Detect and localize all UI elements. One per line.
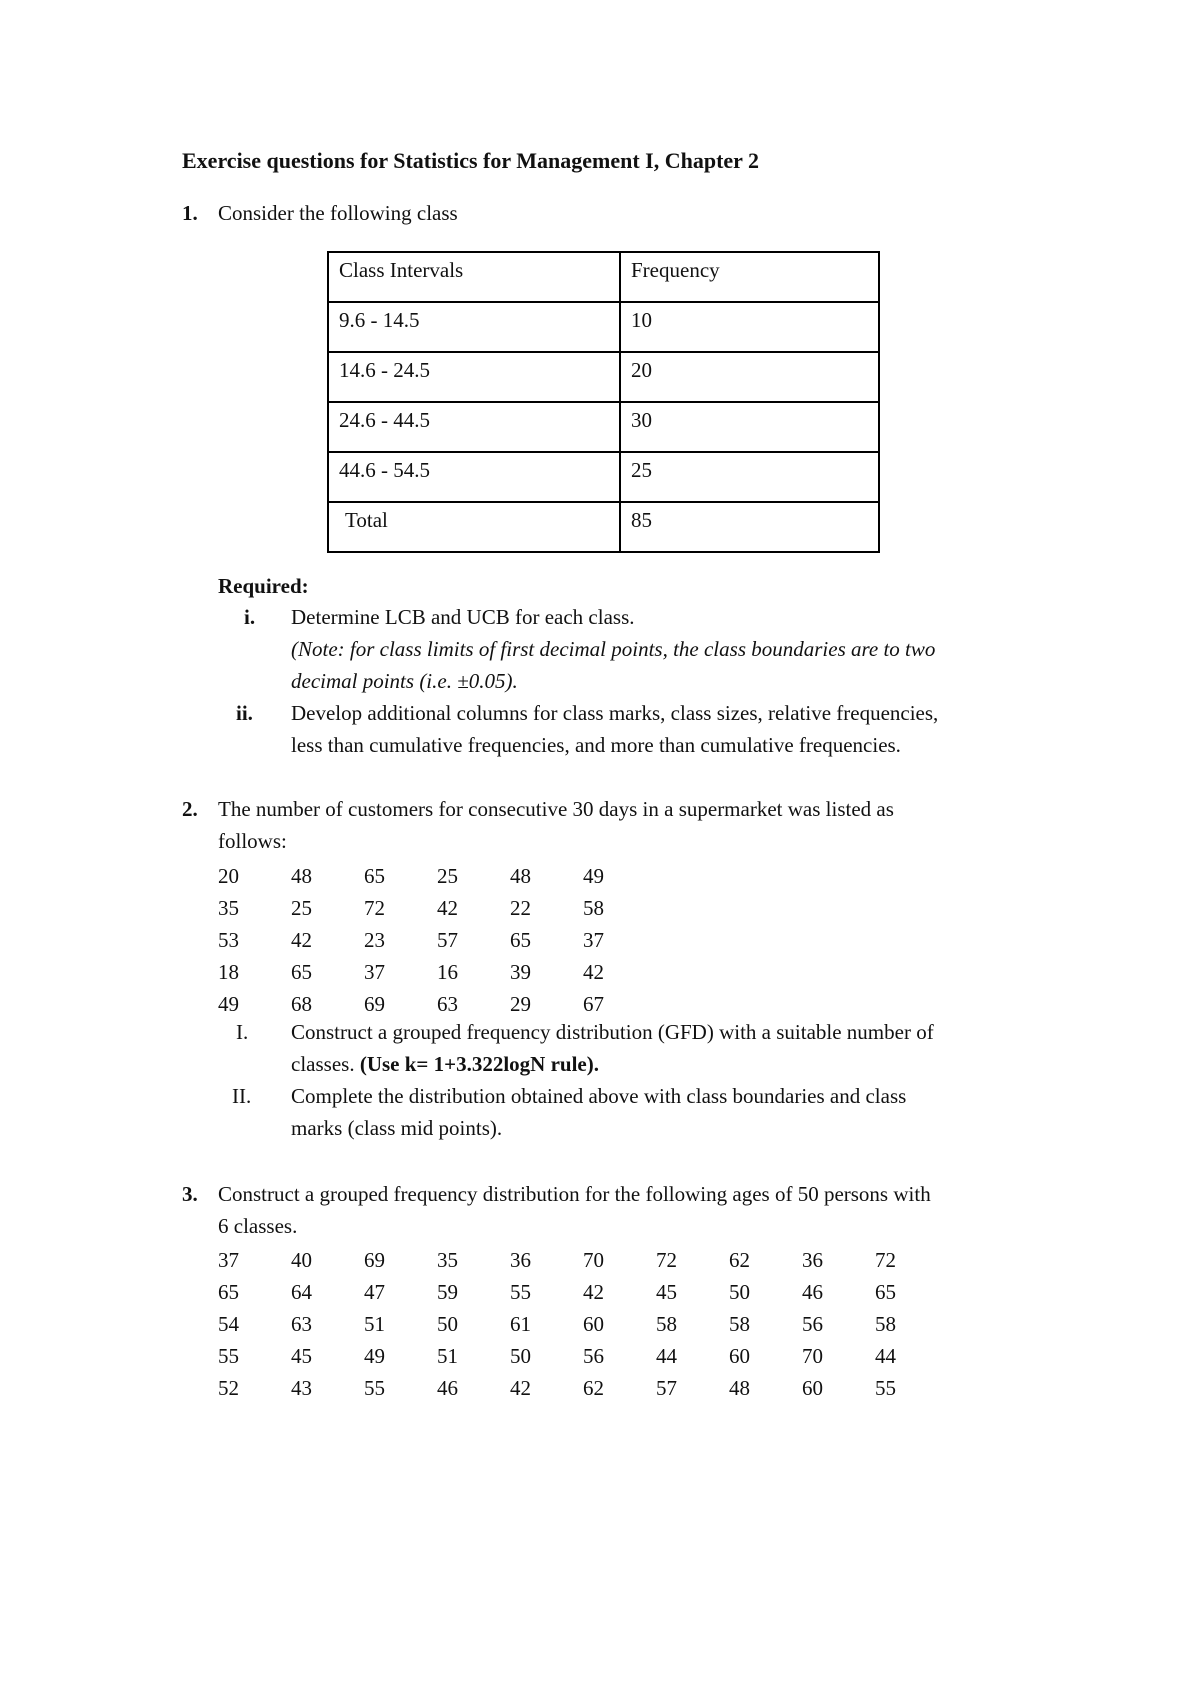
question-1-number: 1. (182, 201, 198, 225)
data-value: 42 (583, 960, 604, 984)
data-value: 51 (437, 1344, 458, 1368)
data-value: 20 (218, 864, 239, 888)
data-value: 54 (218, 1312, 239, 1336)
table-row (328, 452, 879, 502)
data-value: 42 (583, 1280, 604, 1304)
data-value: 23 (364, 928, 385, 952)
class-interval-cell: 24.6 - 44.5 (328, 402, 620, 452)
data-value: 56 (583, 1344, 604, 1368)
item-II-line-1: Complete the distribution obtained above with class boundaries and class (291, 1084, 907, 1108)
data-value: 67 (583, 992, 604, 1016)
data-value: 57 (437, 928, 458, 952)
data-value: 35 (218, 896, 239, 920)
data-value: 58 (656, 1312, 677, 1336)
class-interval-cell: 44.6 - 54.5 (328, 452, 620, 502)
data-value: 44 (656, 1344, 677, 1368)
data-value: 55 (510, 1280, 531, 1304)
data-value: 18 (218, 960, 239, 984)
item-I-line-1: Construct a grouped frequency distribution (GFD) with a suitable number of (291, 1020, 934, 1044)
data-value: 37 (364, 960, 385, 984)
data-value: 62 (583, 1376, 604, 1400)
data-value: 49 (364, 1344, 385, 1368)
header-class-intervals: Class Intervals (328, 252, 620, 302)
data-value: 65 (875, 1280, 896, 1304)
item-ii-line-2: less than cumulative frequencies, and more than cumulative frequencies. (291, 733, 901, 757)
data-value: 65 (510, 928, 531, 952)
data-value: 62 (729, 1248, 750, 1272)
data-value: 51 (364, 1312, 385, 1336)
data-value: 68 (291, 992, 312, 1016)
question-1-intro: Consider the following class (218, 201, 458, 225)
data-value: 46 (802, 1280, 823, 1304)
data-value: 44 (875, 1344, 896, 1368)
total-value-cell: 85 (620, 502, 879, 552)
data-value: 61 (510, 1312, 531, 1336)
class-interval-cell: 9.6 - 14.5 (328, 302, 620, 352)
data-value: 65 (218, 1280, 239, 1304)
table-row (328, 402, 879, 452)
data-value: 63 (291, 1312, 312, 1336)
frequency-cell: 10 (620, 302, 879, 352)
data-value: 48 (291, 864, 312, 888)
required-label: Required: (218, 574, 309, 598)
question-3-intro-line-2: 6 classes. (218, 1214, 298, 1238)
data-value: 72 (656, 1248, 677, 1272)
table-row (328, 352, 879, 402)
data-value: 50 (437, 1312, 458, 1336)
item-marker-ii: ii. (236, 701, 253, 725)
table-header-row (328, 252, 879, 302)
data-value: 25 (437, 864, 458, 888)
data-value: 16 (437, 960, 458, 984)
frequency-cell: 30 (620, 402, 879, 452)
item-I-rule: (Use k= 1+3.322logN rule). (359, 1052, 599, 1076)
data-value: 52 (218, 1376, 239, 1400)
data-value: 53 (218, 928, 239, 952)
frequency-cell: 20 (620, 352, 879, 402)
data-value: 48 (510, 864, 531, 888)
data-value: 46 (437, 1376, 458, 1400)
question-2-intro-line-1: The number of customers for consecutive 30 days in a supermarket was listed as (218, 797, 894, 821)
item-marker-I: I. (236, 1020, 249, 1044)
data-value: 39 (510, 960, 531, 984)
data-value: 42 (510, 1376, 531, 1400)
data-value: 55 (875, 1376, 896, 1400)
data-value: 60 (729, 1344, 750, 1368)
data-value: 42 (437, 896, 458, 920)
data-value: 63 (437, 992, 458, 1016)
item-marker-II: II. (232, 1084, 252, 1108)
item-I-line-2 (291, 1052, 599, 1077)
data-value: 60 (802, 1376, 823, 1400)
customer-data-grid (218, 860, 656, 1020)
data-value: 29 (510, 992, 531, 1016)
data-value: 35 (437, 1248, 458, 1272)
data-value: 49 (218, 992, 239, 1016)
data-value: 48 (729, 1376, 750, 1400)
data-value: 65 (364, 864, 385, 888)
data-value: 47 (364, 1280, 385, 1304)
data-value: 70 (802, 1344, 823, 1368)
data-value: 37 (583, 928, 604, 952)
document-title: Exercise questions for Statistics for Management I, Chapter 2 (182, 148, 760, 173)
data-value: 65 (291, 960, 312, 984)
question-3-number: 3. (182, 1182, 198, 1206)
data-value: 56 (802, 1312, 823, 1336)
data-value: 37 (218, 1248, 239, 1272)
question-2-intro-line-2: follows: (218, 829, 287, 853)
data-value: 58 (583, 896, 604, 920)
item-ii-line-1: Develop additional columns for class marks, class sizes, relative frequencies, (291, 701, 939, 725)
data-value: 69 (364, 992, 385, 1016)
data-value: 55 (364, 1376, 385, 1400)
data-value: 50 (729, 1280, 750, 1304)
class-interval-cell: 14.6 - 24.5 (328, 352, 620, 402)
item-I-line-2-plain: classes. (291, 1052, 360, 1076)
item-i-text: Determine LCB and UCB for each class. (291, 605, 635, 629)
data-value: 64 (291, 1280, 312, 1304)
data-value: 72 (875, 1248, 896, 1272)
note-line-2: decimal points (i.e. ±0.05). (291, 669, 518, 693)
table-total-row (328, 502, 879, 552)
data-value: 22 (510, 896, 531, 920)
data-value: 25 (291, 896, 312, 920)
item-marker-i: i. (244, 605, 256, 629)
data-value: 72 (364, 896, 385, 920)
data-value: 45 (656, 1280, 677, 1304)
data-value: 42 (291, 928, 312, 952)
data-value: 40 (291, 1248, 312, 1272)
frequency-cell: 25 (620, 452, 879, 502)
data-value: 45 (291, 1344, 312, 1368)
ages-data-grid (218, 1244, 948, 1404)
data-value: 59 (437, 1280, 458, 1304)
header-frequency: Frequency (620, 252, 879, 302)
data-value: 58 (875, 1312, 896, 1336)
question-2-number: 2. (182, 797, 198, 821)
question-3-intro-line-1: Construct a grouped frequency distribution for the following ages of 50 persons with (218, 1182, 931, 1206)
total-label-cell: Total (328, 502, 620, 552)
data-value: 36 (510, 1248, 531, 1272)
data-value: 57 (656, 1376, 677, 1400)
data-value: 70 (583, 1248, 604, 1272)
data-value: 55 (218, 1344, 239, 1368)
data-value: 50 (510, 1344, 531, 1368)
data-value: 60 (583, 1312, 604, 1336)
class-frequency-table (327, 251, 880, 553)
table-row (328, 302, 879, 352)
data-value: 58 (729, 1312, 750, 1336)
data-value: 49 (583, 864, 604, 888)
item-II-line-2: marks (class mid points). (291, 1116, 503, 1140)
data-value: 36 (802, 1248, 823, 1272)
data-value: 43 (291, 1376, 312, 1400)
data-value: 69 (364, 1248, 385, 1272)
note-line-1: (Note: for class limits of first decimal points, the class boundaries are to two (291, 637, 936, 661)
